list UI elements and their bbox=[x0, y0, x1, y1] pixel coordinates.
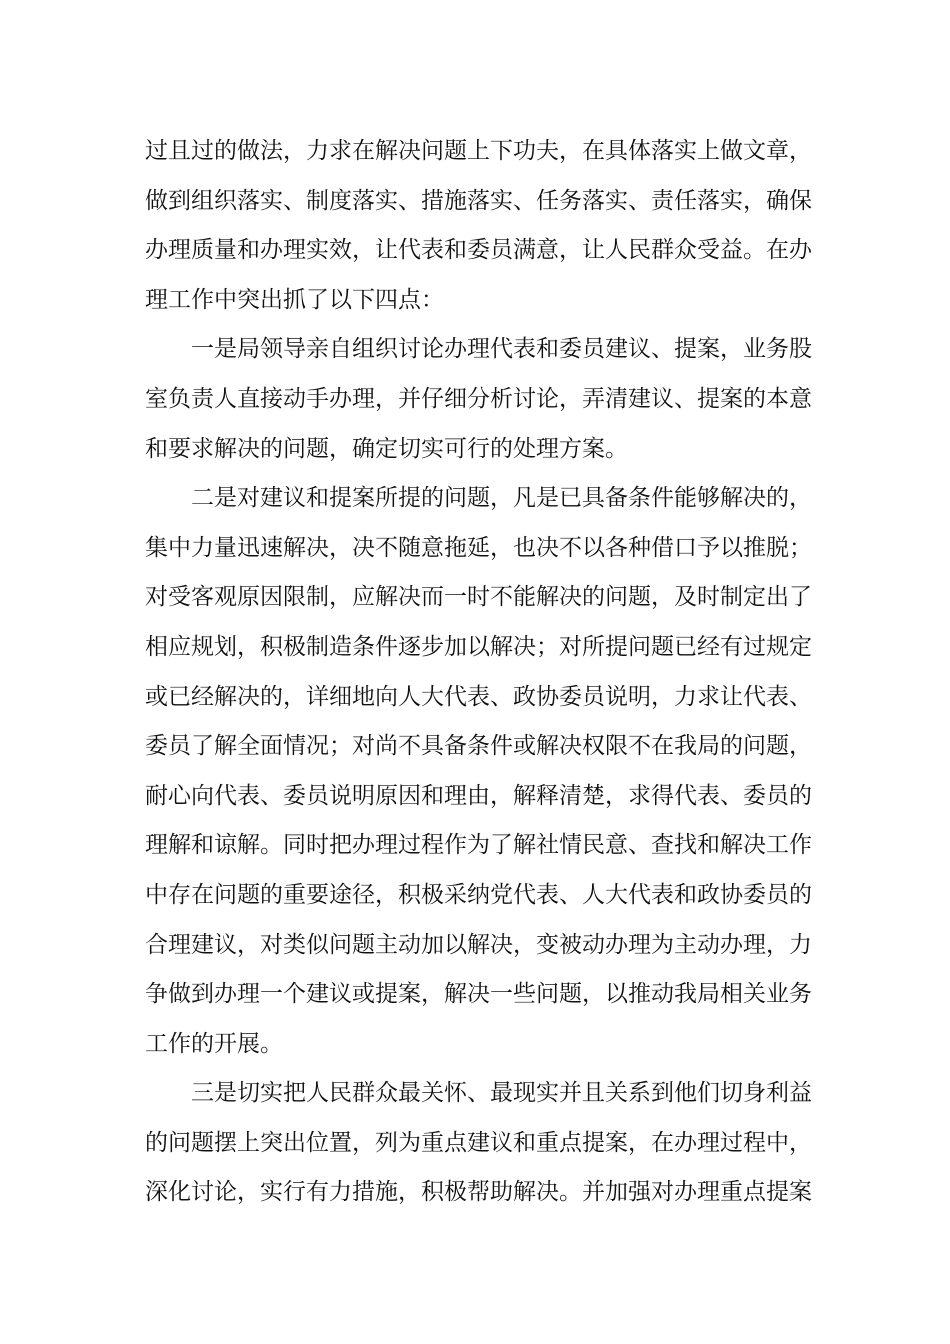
text-line: 理解和谅解。同时把办理过程作为了解社情民意、查找和解决工作 bbox=[145, 832, 812, 859]
text-line: 深化讨论，实行有力措施，积极帮助解决。并加强对办理重点提案 bbox=[145, 1179, 812, 1206]
text-line: 工作的开展。 bbox=[145, 1030, 283, 1057]
text-line: 中存在问题的重要途径，积极采纳党代表、人大代表和政协委员的 bbox=[145, 881, 812, 908]
text-line: 三是切实把人民群众最关怀、最现实并且关系到他们切身利益 bbox=[191, 1080, 812, 1107]
text-line: 办理质量和办理实效，让代表和委员满意，让人民群众受益。在办 bbox=[145, 237, 812, 264]
text-line: 和要求解决的问题，确定切实可行的处理方案。 bbox=[145, 435, 628, 462]
text-line: 过且过的做法，力求在解决问题上下功夫，在具体落实上做文章， bbox=[145, 138, 812, 164]
text-line: 或已经解决的，详细地向人大代表、政协委员说明，力求让代表、 bbox=[145, 683, 812, 710]
text-line: 集中力量迅速解决，决不随意拖延，也决不以各种借口予以推脱； bbox=[145, 534, 812, 561]
text-line: 一是局领导亲自组织讨论办理代表和委员建议、提案，业务股 bbox=[191, 336, 812, 363]
text-line: 委员了解全面情况；对尚不具备条件或解决权限不在我局的问题， bbox=[145, 733, 812, 760]
text-line: 的问题摆上突出位置，列为重点建议和重点提案，在办理过程中， bbox=[145, 1129, 812, 1156]
text-line: 合理建议，对类似问题主动加以解决，变被动办理为主动办理，力 bbox=[145, 931, 812, 958]
text-line: 室负责人直接动手办理，并仔细分析讨论，弄清建议、提案的本意 bbox=[145, 385, 812, 412]
text-line: 做到组织落实、制度落实、措施落实、任务落实、责任落实，确保 bbox=[145, 187, 812, 214]
text-line: 相应规划，积极制造条件逐步加以解决；对所提问题已经有过规定 bbox=[145, 633, 812, 660]
text-line: 对受客观原因限制，应解决而一时不能解决的问题，及时制定出了 bbox=[145, 584, 812, 611]
text-line: 理工作中突出抓了以下四点： bbox=[145, 286, 444, 313]
text-line: 争做到办理一个建议或提案，解决一些问题，以推动我局相关业务 bbox=[145, 981, 812, 1008]
text-line: 耐心向代表、委员说明原因和理由，解释清楚，求得代表、委员的 bbox=[145, 782, 812, 809]
document-body bbox=[145, 127, 812, 1218]
text-line: 二是对建议和提案所提的问题，凡是已具备条件能够解决的， bbox=[191, 485, 812, 512]
